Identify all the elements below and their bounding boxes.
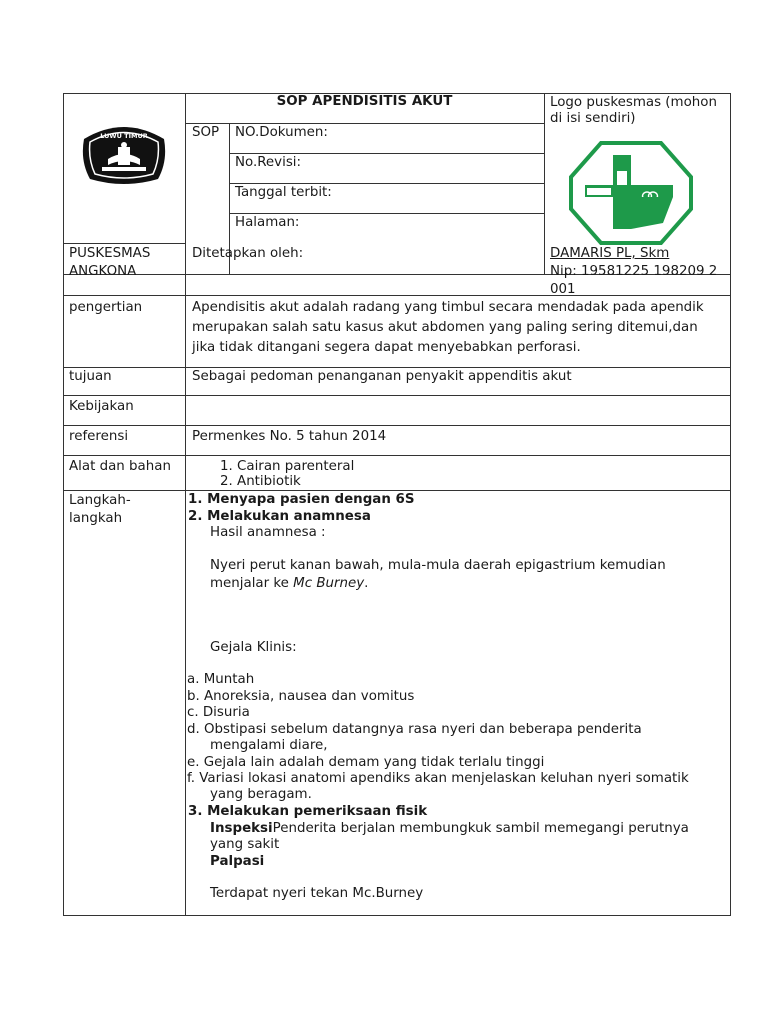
no-revisi-field: No.Revisi: [235, 155, 302, 170]
nyeri-line2-suffix: . [364, 576, 369, 591]
pengertian-line: Apendisitis akut adalah radang yang timbul secara mendadak pada apendik [192, 300, 704, 315]
inspeksi-label: Inspeksi [210, 821, 273, 836]
sop-document [63, 93, 731, 916]
column-divider-left [185, 93, 186, 916]
alat-item: 2. Antibiotik [220, 474, 301, 489]
sop-title: SOP APENDISITIS AKUT [276, 94, 453, 109]
palpasi-text: Terdapat nyeri tekan Mc.Burney [210, 886, 424, 901]
puskesmas-logo-icon [569, 141, 693, 245]
row-divider [63, 367, 731, 368]
step-3: 3. Melakukan pemeriksaan fisik [188, 804, 428, 819]
gejala-item-continued: mengalami diare, [210, 738, 328, 753]
logo-note: Logo puskesmas (mohon di isi sendiri) [550, 95, 717, 126]
nip-line1: Nip: 19581225 198209 2 [550, 264, 718, 279]
step-1: 1. Menyapa pasien dengan 6S [188, 492, 415, 507]
puskesmas-label-line2: ANGKONA [69, 264, 137, 279]
row-divider [63, 395, 731, 396]
alat-item: 1. Cairan parenteral [220, 459, 355, 474]
signatory-name: DAMARIS PL, Skm [550, 246, 670, 261]
column-divider-right [544, 93, 545, 274]
nyeri-line2 [210, 576, 368, 592]
alat-label: Alat dan bahan [69, 459, 171, 474]
field-divider [229, 153, 544, 154]
gejala-item-continued: yang beragam. [210, 787, 312, 802]
row-divider [63, 490, 731, 491]
tujuan-label: tujuan [69, 369, 112, 384]
field-divider [229, 213, 544, 214]
langkah-label-line1: Langkah- [69, 493, 131, 508]
nyeri-line2-prefix: menjalar ke [210, 576, 294, 591]
inspeksi-line [210, 821, 689, 837]
palpasi-label: Palpasi [210, 854, 265, 869]
tujuan-text: Sebagai pedoman penanganan penyakit appenditis akut [192, 369, 572, 384]
hasil-anamnesa: Hasil anamnesa : [210, 525, 326, 540]
referensi-label: referensi [69, 429, 129, 444]
nyeri-line1: Nyeri perut kanan bawah, mula-mula daerah epigastrium kemudian [210, 558, 666, 573]
row-divider [63, 243, 185, 244]
pengertian-line: jika tidak ditangani segera dapat menyebabkan perforasi. [192, 340, 581, 355]
pengertian-label: pengertian [69, 300, 143, 315]
header-title-divider [185, 123, 544, 124]
inspeksi-text: Penderita berjalan membungkuk sambil memegangi perutnya [272, 821, 689, 836]
step-2: 2. Melakukan anamnesa [188, 509, 371, 524]
pengertian-line: merupakan salah satu kasus akut abdomen yang paling sering ditemui,dan [192, 320, 698, 335]
gejala-item: d. Obstipasi sebelum datangnya rasa nyeri dan beberapa penderita [187, 722, 642, 737]
row-divider [63, 425, 731, 426]
kabupaten-logo-text: LUWU TIMUR [100, 132, 148, 140]
nip-line2: 001 [550, 282, 576, 297]
table-border-right [730, 93, 731, 916]
halaman-field: Halaman: [235, 215, 300, 230]
ditetapkan-label: Ditetapkan oleh: [192, 246, 304, 261]
tanggal-terbit-field: Tanggal terbit: [235, 185, 332, 200]
gejala-item: a. Muntah [187, 672, 255, 687]
referensi-text: Permenkes No. 5 tahun 2014 [192, 429, 387, 444]
inspeksi-line2: yang sakit [210, 837, 280, 852]
table-border-bottom [63, 915, 731, 916]
gejala-item: e. Gejala lain adalah demam yang tidak terlalu tinggi [187, 755, 545, 770]
puskesmas-label-line1: PUSKESMAS [69, 246, 151, 261]
field-divider [229, 183, 544, 184]
langkah-label-line2: langkah [69, 511, 123, 526]
mc-burney-term: Mc Burney [293, 576, 365, 591]
row-divider [63, 455, 731, 456]
gejala-item: b. Anoreksia, nausea dan vomitus [187, 689, 415, 704]
kabupaten-logo-icon [80, 121, 168, 185]
row-divider [63, 295, 731, 296]
gejala-item: f. Variasi lokasi anatomi apendiks akan menjelaskan keluhan nyeri somatik [187, 771, 689, 786]
sop-label: SOP [192, 125, 220, 140]
no-dokumen-field: NO.Dokumen: [235, 125, 328, 140]
gejala-item: c. Disuria [187, 705, 250, 720]
kebijakan-label: Kebijakan [69, 399, 134, 414]
table-border-left [63, 93, 64, 916]
gejala-title: Gejala Klinis: [210, 640, 297, 655]
